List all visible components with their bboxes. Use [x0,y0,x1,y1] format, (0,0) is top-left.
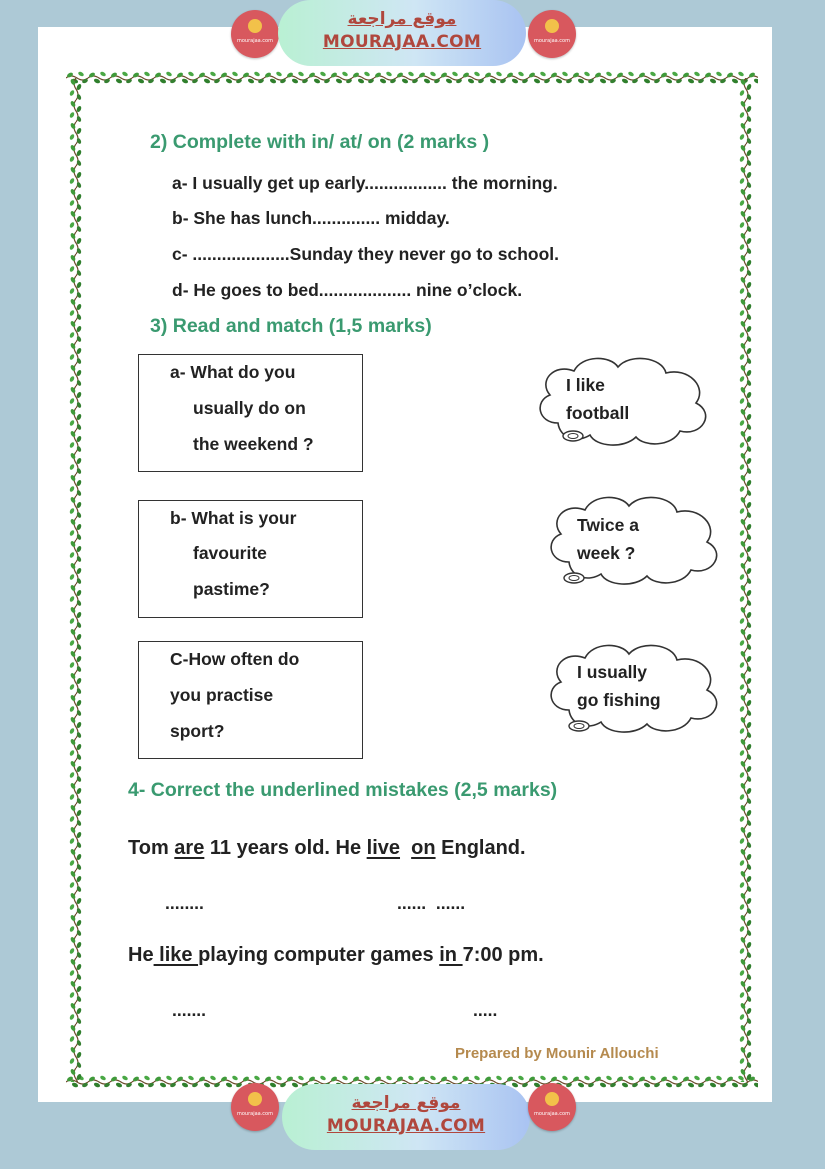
site-banner-bottom[interactable] [282,1084,530,1150]
sentence-2-text: playing computer games [198,944,440,966]
answer-blank-1a: ........ [165,893,204,913]
question-a-line1: a- What do you [170,362,296,382]
site-name-arabic: موقع مراجعة [351,1093,461,1113]
sentence-1-text: 11 years old. He [204,837,367,859]
section3-title: 3) Read and match (1,5 marks) [150,315,432,337]
badge-text: mourajaa.com [236,38,273,44]
section2-item-a: a- I usually get up early................. the morning. [172,173,558,193]
underlined-mistake: live [366,837,401,859]
answer-1-line1: I like [566,375,605,395]
vine-border-right [738,78,754,1082]
underlined-mistake: in [439,944,463,966]
question-c-line2: you practise [170,685,274,705]
underlined-mistake: like [153,944,199,966]
section2-item-d: d- He goes to bed................... nine o’clock. [172,280,523,300]
section2-item-c: c- ....................Sunday they never go to school. [172,244,560,264]
sentence-2-text: 7:00 pm. [462,944,544,966]
sentence-2-text: He [128,944,154,966]
question-b-line2: favourite [193,543,267,563]
answer-2-line2: week ? [577,543,636,563]
logo-icon [248,1092,262,1106]
underlined-mistake: on [411,837,436,859]
site-logo-badge-right-bottom [528,1083,576,1131]
question-b-line1: b- What is your [170,508,297,528]
logo-icon [545,19,559,33]
site-name-latin: MOURAJAA.COM [322,32,482,52]
answer-3-line1: I usually [577,662,648,682]
sentence-2 [128,944,544,967]
author-credit: Prepared by Mounir Allouchi [455,1045,659,1062]
site-logo-badge-left-bottom [231,1083,279,1131]
badge-text: mourajaa.com [236,1111,273,1117]
logo-icon [248,19,262,33]
site-name-arabic: موقع مراجعة [347,9,457,29]
logo-icon [545,1092,559,1106]
section2-title: 2) Complete with in/ at/ on (2 marks ) [150,131,490,153]
vine-border-left [68,78,84,1082]
question-a-line2: usually do on [193,398,306,418]
answer-blank-2b: ..... [473,1000,498,1020]
site-banner-top[interactable] [278,0,526,66]
answer-1-line2: football [566,403,630,423]
question-c-line1: C-How often do [170,649,300,669]
section4-title: 4- Correct the underlined mistakes (2,5 marks) [128,779,558,801]
site-logo-badge-right [528,10,576,58]
answer-2-line1: Twice a [577,515,639,535]
site-logo-badge-left [231,10,279,58]
section2-item-b: b- She has lunch.............. midday. [172,208,450,228]
underlined-mistake: are [174,837,205,859]
answer-blank-2a: ....... [172,1000,207,1020]
site-name-latin: MOURAJAA.COM [326,1116,486,1136]
thought-cloud-2 [541,492,731,592]
sentence-1-text: Tom [128,837,175,859]
answer-3-line2: go fishing [577,690,661,710]
question-c-line3: sport? [170,721,225,741]
answer-blank-1b: ...... ...... [397,893,466,913]
sentence-1-text: England. [435,837,526,859]
question-a-line3: the weekend ? [193,434,314,454]
badge-text: mourajaa.com [533,1111,570,1117]
question-b-line3: pastime? [193,579,270,599]
sentence-1 [128,837,526,860]
sentence-1-text [400,837,411,859]
badge-text: mourajaa.com [533,38,570,44]
vine-border-top [66,70,758,86]
